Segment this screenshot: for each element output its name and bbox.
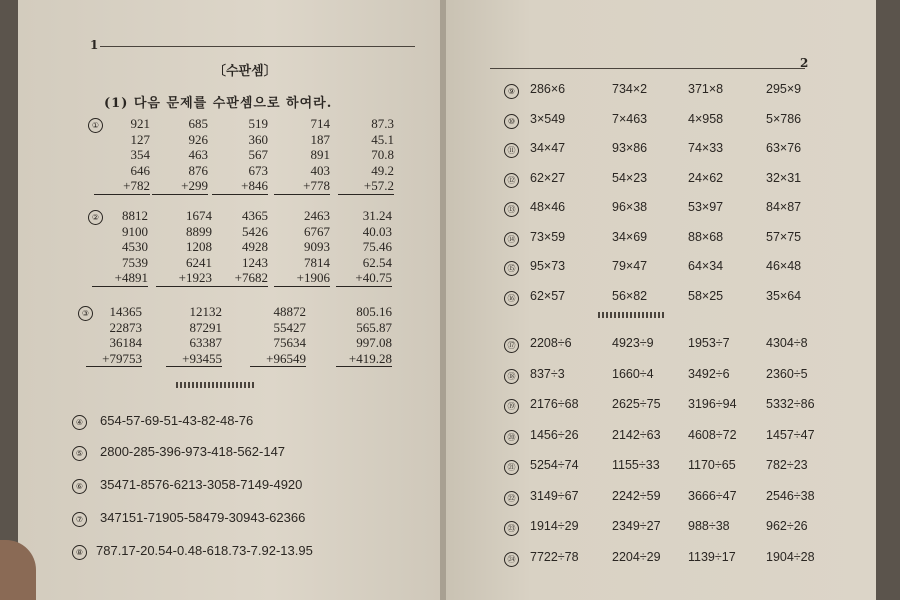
arithmetic-problem: 93×86 [612, 141, 648, 155]
arithmetic-problem: 286×6 [530, 82, 566, 96]
wavy-divider [176, 382, 256, 388]
arithmetic-problem: 2204÷29 [612, 549, 661, 564]
wavy-divider [598, 312, 664, 318]
problem-marker: ㉒ [504, 491, 519, 506]
problem-marker-7: ⑦ [72, 512, 87, 527]
problem-marker: ⑯ [504, 291, 519, 306]
arithmetic-problem: 734×2 [612, 82, 648, 96]
arithmetic-problem: 62×27 [530, 170, 566, 185]
problem-marker: ⑪ [504, 143, 519, 158]
problem-marker-5: ⑤ [72, 446, 87, 461]
arithmetic-problem: 53×97 [688, 200, 724, 214]
subtraction-expression: 347151-71905-58479-30943-62366 [100, 510, 306, 525]
arithmetic-problem: 84×87 [766, 200, 802, 214]
arithmetic-problem: 1457÷47 [766, 427, 815, 442]
arithmetic-problem: 2625÷75 [612, 397, 661, 411]
problem-marker-6: ⑥ [72, 479, 87, 494]
arithmetic-problem: 1904÷28 [766, 549, 815, 564]
arithmetic-problem: 3149÷67 [530, 488, 579, 503]
problem-marker-8: ⑧ [72, 545, 87, 560]
addition-column: 685 926 463 876 +299 [152, 116, 208, 195]
arithmetic-problem: 64×34 [688, 259, 724, 273]
arithmetic-problem: 4923÷9 [612, 336, 654, 350]
arithmetic-problem: 1953÷7 [688, 336, 730, 350]
problem-marker: ⑰ [504, 338, 519, 353]
problem-marker: ⑫ [504, 173, 519, 188]
arithmetic-problem: 2360÷5 [766, 366, 808, 381]
addition-column: 4365 5426 4928 1243 +7682 [212, 208, 268, 287]
addition-column: 921 127 354 646 +782 [94, 116, 150, 195]
problem-marker-3: ③ [78, 306, 93, 321]
arithmetic-problem: 46×48 [766, 259, 802, 273]
arithmetic-problem: 56×82 [612, 288, 648, 303]
arithmetic-problem: 73×59 [530, 229, 566, 244]
arithmetic-problem: 2242÷59 [612, 488, 661, 503]
problem-marker: ㉑ [504, 460, 519, 475]
addition-column: 14365 22873 36184 +79753 [86, 304, 142, 367]
arithmetic-problem: 5332÷86 [766, 397, 815, 411]
arithmetic-problem: 63×76 [766, 141, 802, 155]
arithmetic-problem: 2176÷68 [530, 397, 579, 411]
arithmetic-problem: 1914÷29 [530, 519, 579, 533]
addition-column: 87.3 45.1 70.8 49.2 +57.2 [338, 116, 394, 195]
addition-column: 12132 87291 63387 +93455 [166, 304, 222, 367]
arithmetic-problem: 3666÷47 [688, 488, 737, 503]
addition-column: 714 187 891 403 +778 [274, 116, 330, 195]
arithmetic-problem: 74×33 [688, 141, 724, 155]
subtraction-expression: 35471-8576-6213-3058-7149-4920 [100, 477, 303, 492]
arithmetic-problem: 24×62 [688, 170, 724, 185]
problem-marker: ⑱ [504, 369, 519, 384]
arithmetic-problem: 3492÷6 [688, 366, 730, 381]
problem-marker: ㉓ [504, 521, 519, 536]
problem-marker: ⑭ [504, 232, 519, 247]
arithmetic-problem: 4304÷8 [766, 336, 808, 350]
addition-column: 805.16 565.87 997.08 +419.28 [336, 304, 392, 367]
problem-marker: ㉔ [504, 552, 519, 567]
left-page-number: 1 [90, 38, 99, 52]
addition-column: 1674 8899 1208 6241 +1923 [156, 208, 212, 287]
arithmetic-problem: 96×38 [612, 200, 648, 214]
arithmetic-problem: 79×47 [612, 259, 648, 273]
arithmetic-problem: 782÷23 [766, 458, 808, 472]
arithmetic-problem: 32×31 [766, 170, 802, 185]
arithmetic-problem: 48×46 [530, 200, 566, 214]
arithmetic-problem: 54×23 [612, 170, 648, 185]
arithmetic-problem: 57×75 [766, 229, 802, 244]
problem-marker-1: ① [88, 118, 103, 133]
arithmetic-problem: 1155÷33 [612, 458, 660, 472]
arithmetic-problem: 3×549 [530, 111, 566, 126]
problem-marker: ⑳ [504, 430, 519, 445]
instruction-text: (1) 다음 문제를 수판셈으로 하여라. [104, 96, 333, 111]
arithmetic-problem: 34×47 [530, 141, 566, 155]
arithmetic-problem: 58×25 [688, 288, 724, 303]
arithmetic-problem: 295×9 [766, 82, 802, 96]
arithmetic-problem: 1456÷26 [530, 427, 579, 442]
addition-column: 48872 55427 75634 +96549 [250, 304, 306, 367]
subtraction-expression: 787.17-20.54-0.48-618.73-7.92-13.95 [96, 543, 313, 558]
problem-marker: ⑩ [504, 114, 519, 129]
arithmetic-problem: 4608÷72 [688, 427, 737, 442]
right-header-rule [490, 68, 805, 69]
addition-column: 31.24 40.03 75.46 62.54 +40.75 [336, 208, 392, 287]
arithmetic-problem: 34×69 [612, 229, 648, 244]
addition-column: 2463 6767 9093 7814 +1906 [274, 208, 330, 287]
arithmetic-problem: 7722÷78 [530, 549, 579, 564]
problem-marker: ⑬ [504, 202, 519, 217]
arithmetic-problem: 95×73 [530, 259, 566, 273]
arithmetic-problem: 1139÷17 [688, 549, 736, 564]
arithmetic-problem: 371×8 [688, 82, 724, 96]
addition-column: 519 360 567 673 +846 [212, 116, 268, 195]
problem-marker: ⑨ [504, 84, 519, 99]
left-header-rule [100, 46, 415, 47]
arithmetic-problem: 7×463 [612, 111, 648, 126]
subtraction-expression: 654-57-69-51-43-82-48-76 [100, 413, 254, 428]
arithmetic-problem: 4×958 [688, 111, 724, 126]
arithmetic-problem: 5254÷74 [530, 458, 579, 472]
right-page-number: 2 [800, 56, 809, 70]
addition-column: 8812 9100 4530 7539 +4891 [92, 208, 148, 287]
problem-marker: ⑲ [504, 399, 519, 414]
arithmetic-problem: 1170÷65 [688, 458, 736, 472]
arithmetic-problem: 88×68 [688, 229, 724, 244]
arithmetic-problem: 988÷38 [688, 519, 730, 533]
arithmetic-problem: 962÷26 [766, 519, 808, 533]
arithmetic-problem: 2208÷6 [530, 336, 572, 350]
arithmetic-problem: 3196÷94 [688, 397, 737, 411]
arithmetic-problem: 2349÷27 [612, 519, 661, 533]
section-title: 〔수판셈〕 [213, 64, 277, 79]
subtraction-expression: 2800-285-396-973-418-562-147 [100, 444, 286, 459]
arithmetic-problem: 35×64 [766, 288, 802, 303]
arithmetic-problem: 2546÷38 [766, 488, 815, 503]
arithmetic-problem: 2142÷63 [612, 427, 661, 442]
problem-marker-2: ② [88, 210, 103, 225]
arithmetic-problem: 837÷3 [530, 366, 565, 381]
arithmetic-problem: 62×57 [530, 288, 566, 303]
problem-marker-4: ④ [72, 415, 87, 430]
problem-marker: ⑮ [504, 261, 519, 276]
arithmetic-problem: 5×786 [766, 111, 802, 126]
arithmetic-problem: 1660÷4 [612, 366, 654, 381]
